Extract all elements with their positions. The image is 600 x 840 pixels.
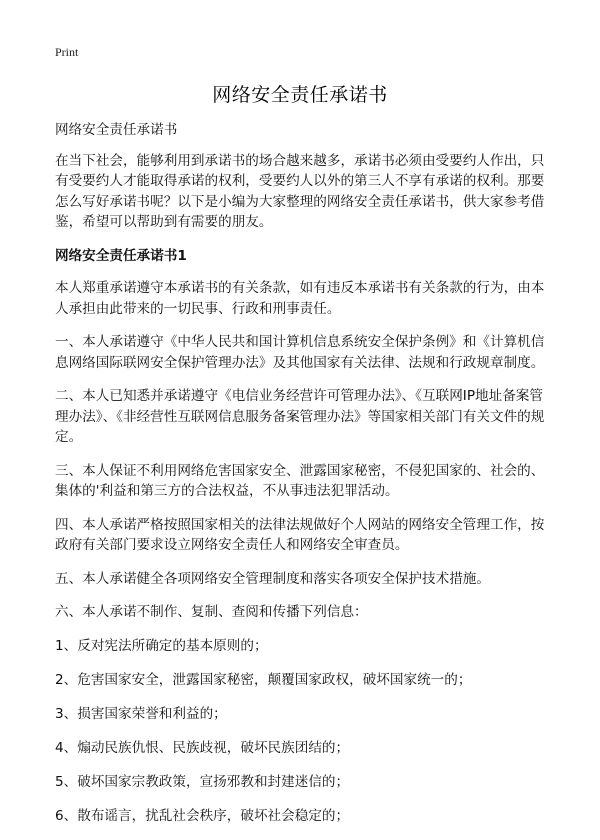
list-item: 5、破坏国家宗教政策，宣扬邪教和封建迷信的；	[55, 773, 350, 790]
paragraph-clause-3: 三、本人保证不利用网络危害国家安全、泄露国家秘密，不侵犯国家的、社会的、集体的'利益和第三方的合法权益，不从事违法犯罪活动。	[55, 462, 545, 499]
paragraph-clause-5: 五、本人承诺健全各项网络安全管理制度和落实各项安全保护技术措施。	[55, 570, 490, 587]
document-body	[55, 120, 550, 840]
print-link[interactable]: Print	[55, 45, 79, 59]
list-item: 1、反对宪法所确定的基本原则的；	[55, 637, 268, 654]
list-item: 6、散布谣言，扰乱社会秩序，破坏社会稳定的；	[55, 807, 350, 824]
list-item: 3、损害国家荣誉和利益的；	[55, 705, 227, 722]
intro-paragraph: 在当下社会，能够利用到承诺书的场合越来越多，承诺书必须由受要约人作出，只有受要约人才能取得承诺的权利，受要约人以外的第三人不享有承诺的权利。那要怎么写好承诺书呢？以下是小编为大家整理的网络安全责任承诺书，供大家参考借鉴，希望可以帮助到有需要的朋友。	[55, 152, 545, 230]
list-item: 4、煽动民族仇恨、民族歧视，破坏民族团结的；	[55, 739, 350, 756]
document-subtitle: 网络安全责任承诺书	[55, 122, 178, 138]
paragraph-clause-6: 六、本人承诺不制作、复制、查阅和传播下列信息：	[55, 604, 368, 620]
paragraph-clause-4: 四、本人承诺严格按照国家相关的法律法规做好个人网站的网络安全管理工作，按政府有关部门要求设立网络安全责任人和网络安全审查员。	[55, 516, 545, 553]
list-item: 2、危害国家安全，泄露国家秘密，颠覆国家政权，破坏国家统一的；	[55, 671, 472, 688]
paragraph-clause-2: 二、本人已知悉并承诺遵守《电信业务经营许可管理办法》、《互联网IP地址备案管理办法》、《非经营性互联网信息服务备案管理办法》等国家相关部门有关文件的规定。	[55, 388, 545, 445]
section-heading: 网络安全责任承诺书1	[55, 247, 187, 264]
page-title: 网络安全责任承诺书	[212, 84, 388, 106]
paragraph-clause-1: 一、本人承诺遵守《中华人民共和国计算机信息系统安全保护条例》和《计算机信息网络国际联网安全保护管理办法》及其他国家有关法律、法规和行政规章制度。	[55, 334, 545, 371]
paragraph-pledge: 本人郑重承诺遵守本承诺书的有关条款，如有违反本承诺书有关条款的行为，由本人承担由此带来的一切民事、行政和刑事责任。	[55, 280, 545, 317]
